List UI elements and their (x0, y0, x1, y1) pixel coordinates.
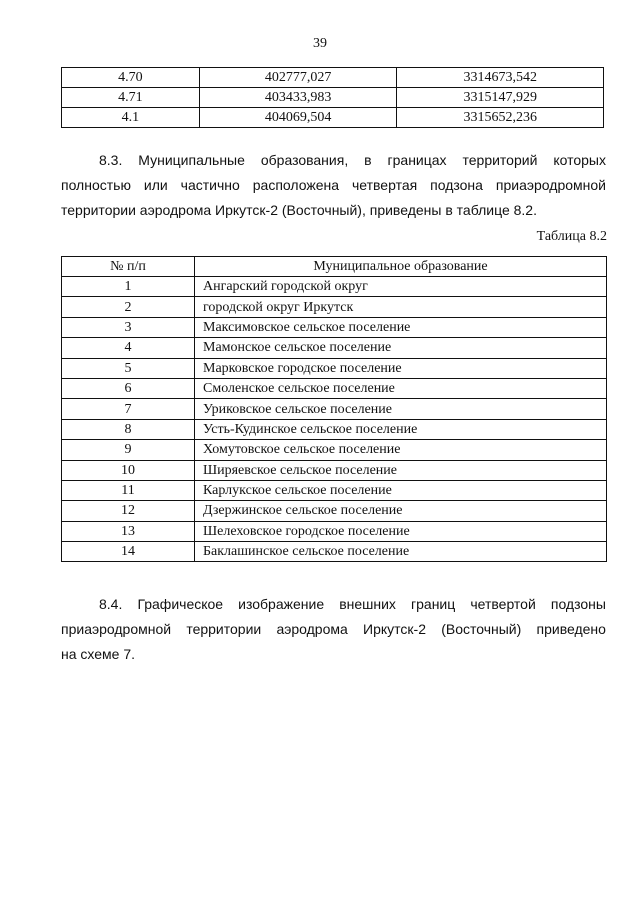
municipality-name: городской округ Иркутск (195, 297, 607, 317)
municipality-name: Карлукское сельское поселение (195, 480, 607, 500)
x-coordinate: 403433,983 (199, 88, 397, 108)
x-coordinate: 402777,027 (199, 68, 397, 88)
point-number: 4.70 (62, 68, 200, 88)
municipality-name: Усть-Кудинское сельское поселение (195, 419, 607, 439)
row-number: 14 (62, 542, 195, 562)
word: территории (186, 621, 262, 637)
table-row (62, 108, 604, 128)
table-row (62, 419, 607, 439)
row-number: 10 (62, 460, 195, 480)
row-number: 3 (62, 317, 195, 337)
page-number: 39 (313, 36, 327, 51)
table-caption: Таблица 8.2 (536, 229, 607, 244)
table-row (62, 521, 607, 541)
point-number: 4.71 (62, 88, 200, 108)
municipality-name: Марковское городское поселение (195, 358, 607, 378)
row-number: 5 (62, 358, 195, 378)
point-number: 4.1 (62, 108, 200, 128)
word: Графическое (137, 596, 224, 612)
paragraph-line: на схеме 7. (61, 646, 136, 662)
table-row (62, 317, 607, 337)
row-number: 9 (62, 440, 195, 460)
word: изображение (238, 596, 325, 612)
table-row (62, 88, 604, 108)
word: подзоны (550, 596, 606, 612)
column-header-number: № п/п (62, 257, 195, 277)
table-row (62, 440, 607, 460)
table-row (62, 338, 607, 358)
table-row (62, 399, 607, 419)
row-number: 1 (62, 277, 195, 297)
municipality-name: Шелеховское городское поселение (195, 521, 607, 541)
word: (Восточный) (441, 621, 522, 637)
row-number: 2 (62, 297, 195, 317)
municipality-name: Хомутовское сельское поселение (195, 440, 607, 460)
paragraph-8-3: 8.3. Муниципальные образования, в границах территорий которых полностью или частично расположена четвертая подзона приаэродромной территории аэродрома Иркутск-2 (Восточный), приведены в таблице 8.2. (61, 152, 606, 218)
municipality-name: Баклашинское сельское поселение (195, 542, 607, 562)
row-number: 6 (62, 378, 195, 398)
word: приаэродромной (61, 621, 172, 637)
paragraph-line (61, 592, 606, 617)
municipality-name: Смоленское сельское поселение (195, 378, 607, 398)
municipality-name: Ангарский городской округ (195, 277, 607, 297)
table-row (62, 501, 607, 521)
row-number: 4 (62, 338, 195, 358)
table-row (62, 378, 607, 398)
word: четвертой (470, 596, 536, 612)
y-coordinate: 3315652,236 (397, 108, 604, 128)
row-number: 13 (62, 521, 195, 541)
table-row (62, 358, 607, 378)
paragraph-8-4 (61, 592, 606, 667)
row-number: 7 (62, 399, 195, 419)
table-row (62, 460, 607, 480)
municipality-name: Ширяевское сельское поселение (195, 460, 607, 480)
table-row (62, 480, 607, 500)
municipality-name: Мамонское сельское поселение (195, 338, 607, 358)
word: Иркутск-2 (363, 621, 426, 637)
municipality-name: Уриковское сельское поселение (195, 399, 607, 419)
coordinates-table (61, 67, 604, 128)
municipalities-table-body (62, 277, 607, 562)
row-number: 8 (62, 419, 195, 439)
table-row (62, 68, 604, 88)
word: аэродрома (276, 621, 348, 637)
x-coordinate: 404069,504 (199, 108, 397, 128)
row-number: 11 (62, 480, 195, 500)
table-row (62, 277, 607, 297)
municipalities-table (61, 256, 607, 562)
row-number: 12 (62, 501, 195, 521)
column-header-municipality: Муниципальное образование (195, 257, 607, 277)
table-row (62, 297, 607, 317)
municipality-name: Дзержинское сельское поселение (195, 501, 607, 521)
table-header-row (62, 257, 607, 277)
y-coordinate: 3315147,929 (397, 88, 604, 108)
table-row (62, 542, 607, 562)
word: границ (411, 596, 456, 612)
municipality-name: Максимовское сельское поселение (195, 317, 607, 337)
word: приведено (536, 621, 606, 637)
paragraph-line (61, 617, 606, 642)
y-coordinate: 3314673,542 (397, 68, 604, 88)
word: внешних (339, 596, 396, 612)
word: 8.4. (99, 596, 123, 612)
